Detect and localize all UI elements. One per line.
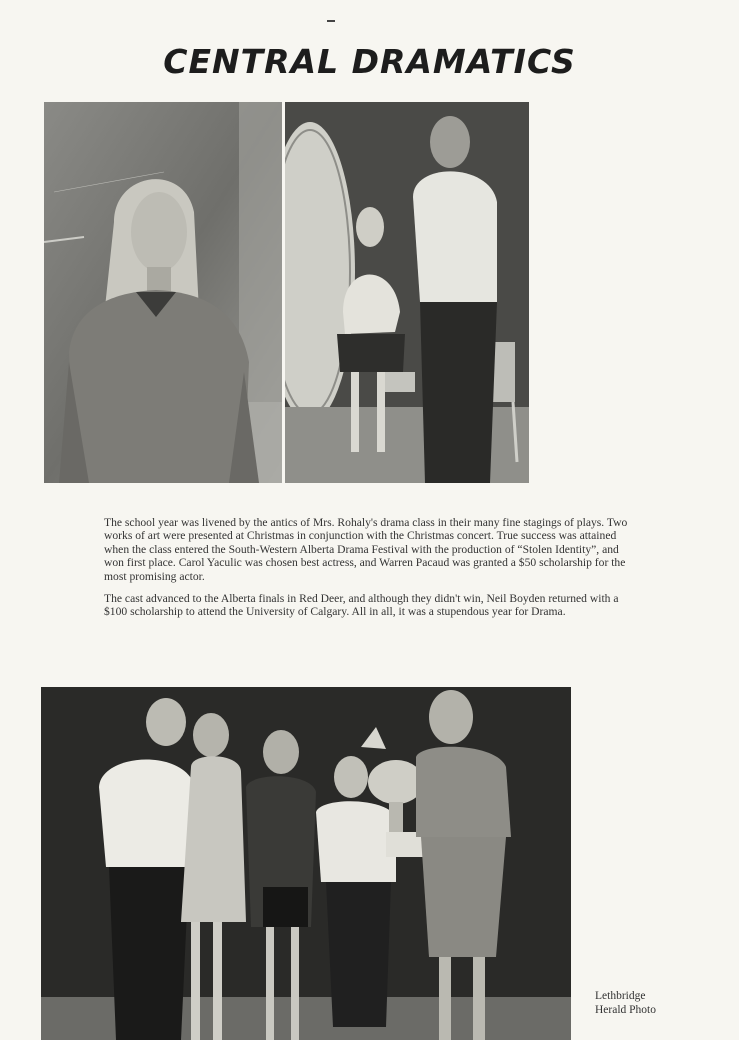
article-body [104,516,634,628]
page-title: CENTRAL DRAMATICS [163,42,576,81]
article-paragraph: The school year was livened by the antics of Mrs. Rohaly's drama class in their many fine stagings of plays. Two works of art were presented at Christmas in conjunction with the Christmas concert. True success was attained when the class entered the South-Western Alberta Drama Festival with the production of “Stolen Identity”, and won first place. Carol Yaculic was chosen best actress, and Warren Pacaud was granted a $50 scholarship for the most promising actor. [104,516,628,583]
article-paragraph: The cast advanced to the Alberta finals in Red Deer, and although they didn't win, Neil Boyden returned with a $100 scholarship to attend the University of Calgary. All in all, it was a stupendous year for Drama. [104,592,619,619]
photo-stage-scene [285,102,529,483]
photo-credit-line: Lethbridge [595,990,646,1002]
photo-credit [595,990,656,1017]
photo-credit-line: Herald Photo [595,1003,657,1016]
page-mark [327,20,335,22]
photo-trophy-group [41,687,571,1040]
photo-portrait-girl [44,102,282,483]
